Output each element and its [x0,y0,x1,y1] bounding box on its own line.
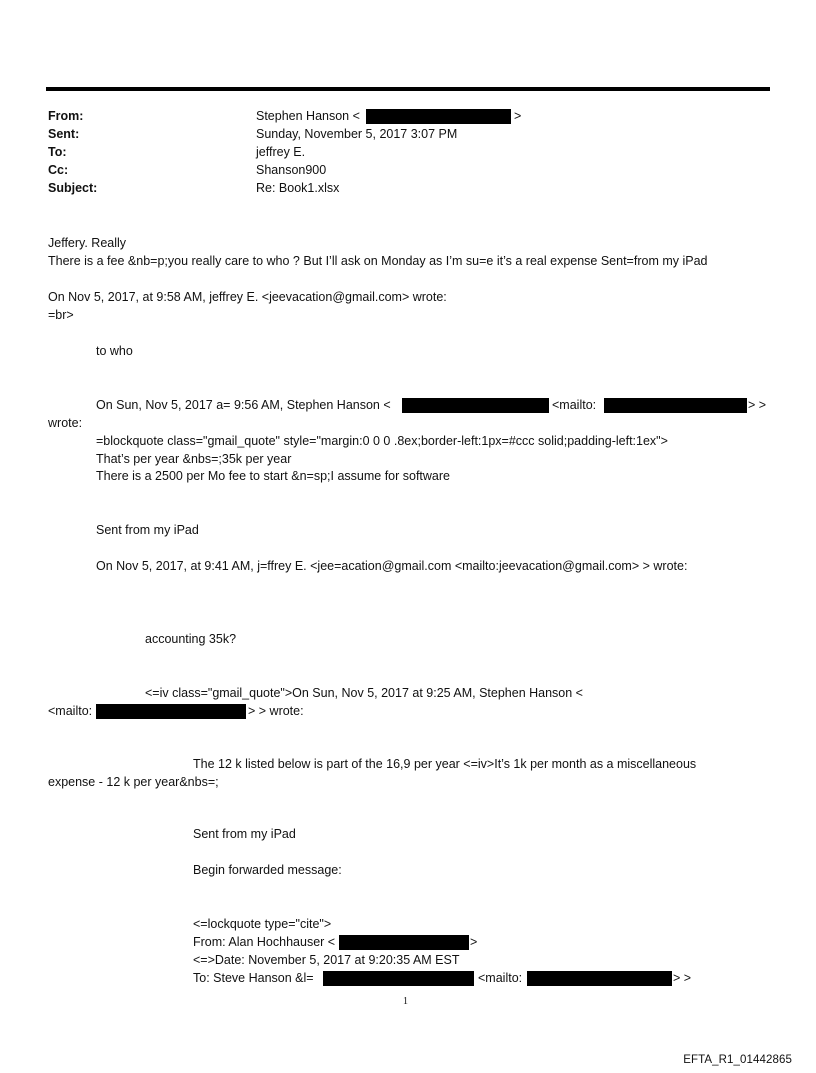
body-line: Jeffery. Really [48,236,127,250]
body-line: <=>Date: November 5, 2017 at 9:20:35 AM EST [193,953,460,967]
body-line: expense - 12 k per year&nbs=; [48,775,219,789]
body-line: On Nov 5, 2017, at 9:58 AM, jeffrey E. <jeevacation@gmail.com> wrote: [48,290,447,304]
body-line: accounting 35k? [145,632,237,646]
redaction-block [527,971,672,986]
from-label: From: [48,109,84,123]
body-line: > > [673,971,692,985]
body-line: > > [748,398,767,412]
body-line: > [470,935,478,949]
cc-label: Cc: [48,163,69,177]
body-line: To: Steve Hanson &l= [193,971,314,985]
subject-value: Re: Book1.xlsx [256,181,340,195]
redaction-block [402,398,549,413]
redaction-block [366,109,511,124]
sent-value: Sunday, November 5, 2017 3:07 PM [256,127,458,141]
body-line: From: Alan Hochhauser < [193,935,336,949]
redaction-block [604,398,747,413]
sent-label: Sent: [48,127,80,141]
body-line: <mailto: [552,398,597,412]
body-line: =br> [48,308,74,322]
body-line: =blockquote class="gmail_quote" style="margin:0 0 0 .8ex;border-left:1px=#ccc solid;padding-left:1ex"> [96,434,668,448]
body-line: Begin forwarded message: [193,863,342,877]
body-line: <mailto: [48,704,93,718]
redaction-block [323,971,474,986]
body-line: The 12 k listed below is part of the 16,9 per year <=iv>It’s 1k per month as a miscellaneous [193,757,697,771]
body-line: wrote: [48,416,83,430]
body-line: There is a fee &nb=p;you really care to who ? But I’ll ask on Monday as I’m su=e it’s a real expense Sent=from my iPad [48,254,708,268]
body-line: <=iv class="gmail_quote">On Sun, Nov 5, 2017 at 9:25 AM, Stephen Hanson < [145,686,583,700]
from-close: > [514,109,522,123]
body-line: > > wrote: [248,704,304,718]
body-line: On Nov 5, 2017, at 9:41 AM, j=ffrey E. <jee=acation@gmail.com <mailto:jeevacation@gmail.com> > wrote: [96,559,688,573]
body-line: That’s per year &nbs=;35k per year [96,452,292,466]
body-line: Sent from my iPad [96,523,199,537]
header-rule [46,87,770,91]
body-line: There is a 2500 per Mo fee to start &n=sp;I assume for software [96,469,450,483]
page-number: 1 [403,996,408,1007]
redaction-block [339,935,469,950]
cc-value: Shanson900 [256,163,327,177]
body-line: <mailto: [478,971,523,985]
to-label: To: [48,145,67,159]
document-id: EFTA_R1_01442865 [683,1054,792,1066]
body-line: On Sun, Nov 5, 2017 a= 9:56 AM, Stephen Hanson < [96,398,391,412]
subject-label: Subject: [48,181,98,195]
to-value: jeffrey E. [256,145,306,159]
redaction-block [96,704,246,719]
body-line: Sent from my iPad [193,827,296,841]
from-name: Stephen Hanson < [256,109,360,123]
body-line: to who [96,344,133,358]
body-line: <=lockquote type="cite"> [193,917,332,931]
